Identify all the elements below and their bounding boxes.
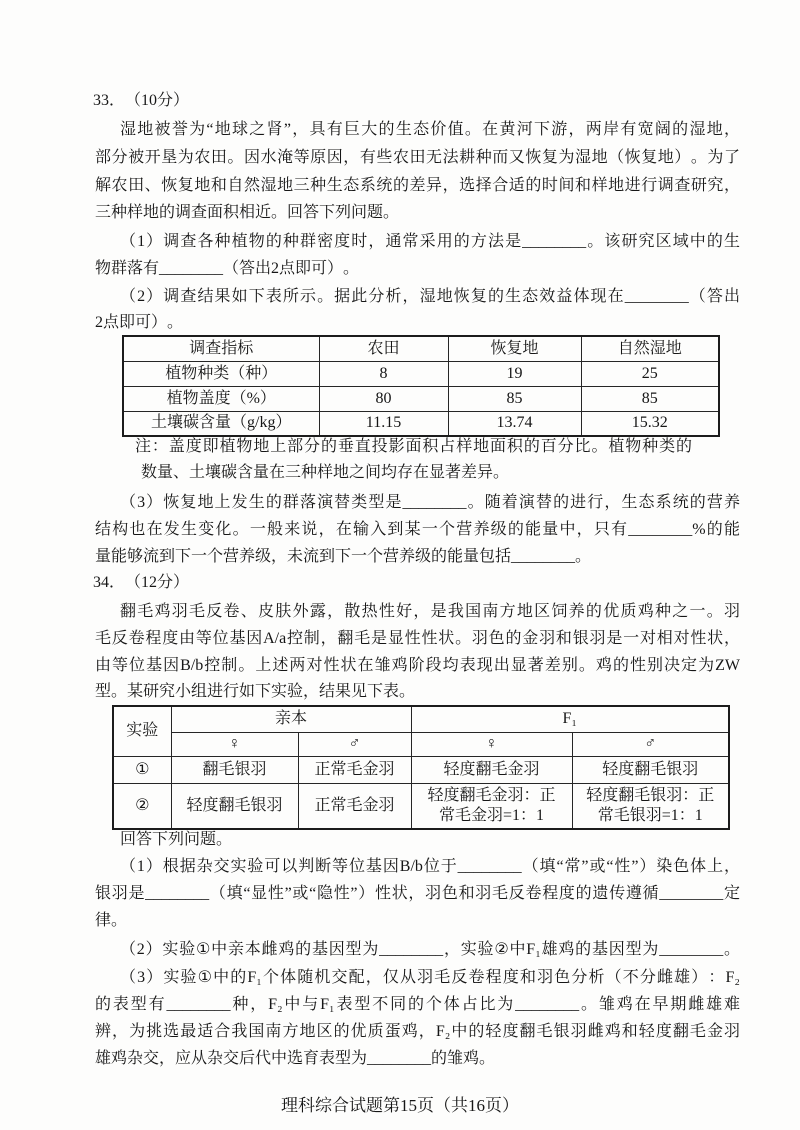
q34-stem-line: 型。某研究小组进行如下实验，结果见下表。 <box>95 683 416 700</box>
experiment-number: ② <box>113 783 171 829</box>
parent-male-phenotype: 正常毛金羽 <box>298 756 411 783</box>
q34-part3-line: 雄鸡杂交，应从杂交后代中选育表型为________的雏鸡。 <box>95 1050 496 1067</box>
q34-part2-line: （2）实验①中亲本雌鸡的基因型为________，实验②中F₁雄鸡的基因型为________。 <box>120 941 740 958</box>
f1-male-phenotype: 轻度翻毛银羽：正常毛银羽=1：1 <box>572 783 729 829</box>
parent-male-phenotype: 正常毛金羽 <box>298 783 411 829</box>
table-row <box>123 361 719 386</box>
table-cell: 85 <box>581 386 719 411</box>
q34-stem-line: 翻毛鸡羽毛反卷、皮肤外露，散热性好，是我国南方地区饲养的优质鸡种之一。羽 <box>120 603 740 620</box>
f1-male-phenotype: 轻度翻毛银羽 <box>572 756 729 783</box>
q33-heading: 33．（10分） <box>93 92 190 109</box>
table-note-line: 数量、土壤碳含量在三种样地之间均存在显著差异。 <box>141 464 510 481</box>
row-label: 植物种类（种） <box>123 361 319 386</box>
q33-part3-line: （3）恢复地上发生的群落演替类型是________。随着演替的进行，生态系统的营养 <box>120 494 740 511</box>
table-header-row <box>123 336 719 361</box>
q33-part2-line: （2）调查结果如下表所示。据此分析，湿地恢复的生态效益体现在________（答出 <box>120 288 740 305</box>
f1-female-phenotype: 轻度翻毛金羽：正常毛金羽=1：1 <box>411 783 572 829</box>
table-cell: 11.15 <box>319 411 448 436</box>
table-cell: 85 <box>448 386 581 411</box>
q34-part3-line: 辨，为挑选最适合我国南方地区的优质蛋鸡，F₂中的轻度翻毛银羽雌鸡和轻度翻毛金羽 <box>95 1023 740 1040</box>
q34-part1-line: 律。 <box>95 912 128 929</box>
q33-part2-line: 2点即可）。 <box>95 314 184 331</box>
table-row <box>123 386 719 411</box>
table-cell: 19 <box>448 361 581 386</box>
parent-female-phenotype: 翻毛银羽 <box>171 756 298 783</box>
table-subheader-row <box>113 732 729 756</box>
table-header-row <box>113 706 729 732</box>
table-row <box>113 783 729 829</box>
q33-part1-line: 物群落有________（答出2点即可）。 <box>95 260 360 277</box>
page-footer: 理科综合试题第15页（共16页） <box>281 1096 519 1115</box>
table-row <box>123 411 719 436</box>
header-f1: F₁ <box>411 706 729 732</box>
row-label: 土壤碳含量（g/kg） <box>123 411 319 436</box>
q33-stem-line: 湿地被誉为“地球之肾”，具有巨大的生态价值。在黄河下游，两岸有宽阔的湿地， <box>120 121 740 138</box>
table-note-line: 注：盖度即植物地上部分的垂直投影面积占样地面积的百分比。植物种类的 <box>135 438 692 455</box>
q33-part3-line: 结构也在发生变化。一般来说，在输入到某一个营养级的能量中，只有________%的能 <box>95 521 740 538</box>
male-symbol: ♂ <box>298 732 411 756</box>
q34-stem-line: 由等位基因B/b控制。上述两对性状在雏鸡阶段均表现出显著差别。鸡的性别决定为ZW <box>95 657 740 674</box>
header-natural-wetland: 自然湿地 <box>581 336 719 361</box>
female-symbol: ♀ <box>411 732 572 756</box>
table-cell: 15.32 <box>581 411 719 436</box>
table-cell: 80 <box>319 386 448 411</box>
q34-part1-line: （1）根据杂交实验可以判断等位基因B/b位于________（填“常”或“性”）染色体上， <box>120 858 740 875</box>
header-indicator: 调查指标 <box>123 336 319 361</box>
table-cell: 13.74 <box>448 411 581 436</box>
q34-prompt: 回答下列问题。 <box>120 831 233 848</box>
q34-part3-line: 的表型有________种，F₂中与F₁表型不同的个体占比为________。雏鸡在早期雌雄难 <box>95 996 740 1013</box>
f1-female-phenotype: 轻度翻毛金羽 <box>411 756 572 783</box>
q33-part3-line: 量能够流到下一个营养级，未流到下一个营养级的能量包括________。 <box>95 548 592 565</box>
q34-stem-line: 毛反卷程度由等位基因A/a控制，翻毛是显性性状。羽色的金羽和银羽是一对相对性状， <box>95 630 740 647</box>
table-cell: 25 <box>581 361 719 386</box>
q34-part1-line: 银羽是________（填“显性”或“隐性”）性状，羽色和羽毛反卷程度的遗传遵循________定 <box>95 885 740 902</box>
parent-female-phenotype: 轻度翻毛银羽 <box>171 783 298 829</box>
experiment-number: ① <box>113 756 171 783</box>
header-parents: 亲本 <box>171 706 411 732</box>
header-experiment: 实验 <box>113 706 171 756</box>
table-row <box>113 756 729 783</box>
q33-part1-line: （1）调查各种植物的种群密度时，通常采用的方法是________。该研究区域中的生 <box>120 233 740 250</box>
q34-part3-line: （3）实验①中的F₁个体随机交配，仅从羽毛反卷程度和羽色分析（不分雌雄）：F₂ <box>120 969 740 986</box>
cross-experiment-table <box>112 705 730 830</box>
female-symbol: ♀ <box>171 732 298 756</box>
male-symbol: ♂ <box>572 732 729 756</box>
header-farmland: 农田 <box>319 336 448 361</box>
q33-stem-line: 三种样地的调查面积相近。回答下列问题。 <box>95 204 400 221</box>
row-label: 植物盖度（%） <box>123 386 319 411</box>
q33-stem-line: 部分被开垦为农田。因水淹等原因，有些农田无法耕种而又恢复为湿地（恢复地）。为了 <box>95 149 740 166</box>
header-restored-land: 恢复地 <box>448 336 581 361</box>
table-cell: 8 <box>319 361 448 386</box>
survey-table <box>122 335 720 437</box>
q34-heading: 34．（12分） <box>93 574 190 591</box>
q33-stem-line: 解农田、恢复地和自然湿地三种生态系统的差异，选择合适的时间和样地进行调查研究， <box>95 177 740 194</box>
